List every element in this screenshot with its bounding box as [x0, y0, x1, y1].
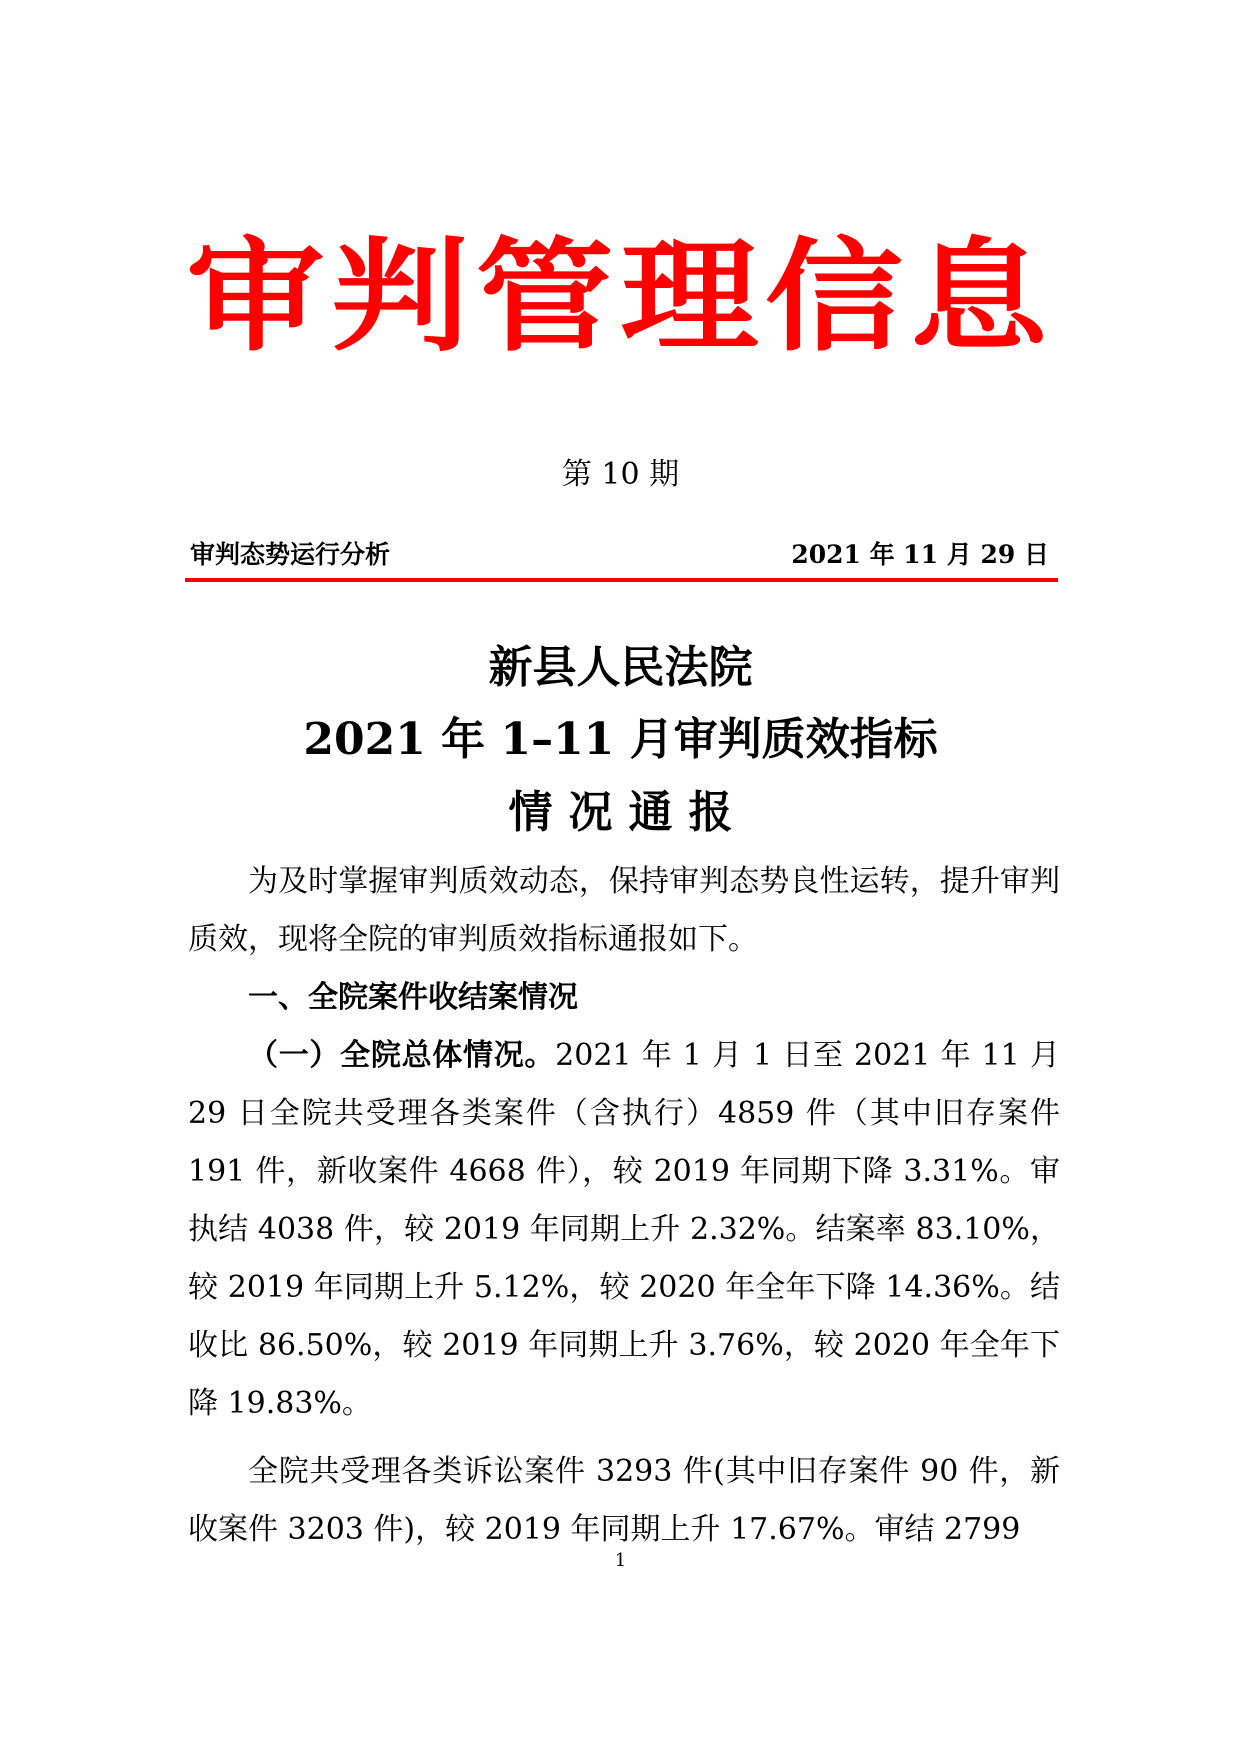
- section-heading: 一、全院案件收结案情况: [248, 980, 578, 1015]
- document-title-line-2: 2021 年 1–11 月审判质效指标: [303, 714, 938, 765]
- page-number: 1: [614, 1550, 627, 1571]
- issue-date: 2021 年 11 月 29 日: [791, 540, 1049, 569]
- header-divider: [185, 578, 1058, 582]
- document-title-line-1: 新县人民法院: [488, 642, 753, 693]
- masthead-title: 审判管理信息: [186, 226, 1055, 368]
- litigation-cases-paragraph: 全院共受理各类诉讼案件 3293 件(其中旧存案件 90 件，新收案件 3203 件)，较 2019 年同期上升 17.67%。审结 2799: [188, 1454, 1060, 1547]
- issue-number: 第 10 期: [561, 457, 680, 492]
- subsection-text: 2021 年 1 月 1 日至 2021 年 11 月 29 日全院共受理各类案件（含执行）4859 件（其中旧存案件 191 件，新收案件 4668 件），较 2019 年同期下降 3.31%。审执结 4038 件，较 2019 年同期上升 2.32%。结案率 83.10%，较 2019 年同期上升 5.12%，较 2020 年全年下降 14.36%。结收比 86.50%，较 2019 年同期上升 3.76%，较 2020 年全年下降 19.83%。: [188, 1038, 1060, 1421]
- overall-situation-paragraph: [188, 1027, 1060, 1433]
- document-body: [188, 853, 1060, 1559]
- column-name: 审判态势运行分析: [190, 540, 391, 569]
- intro-paragraph: 为及时掌握审判质效动态，保持审判态势良性运转，提升审判质效，现将全院的审判质效指标通报如下。: [188, 864, 1060, 957]
- document-title-line-3: 情况通报: [508, 787, 749, 838]
- subsection-lead: （一）全院总体情况。: [248, 1038, 556, 1073]
